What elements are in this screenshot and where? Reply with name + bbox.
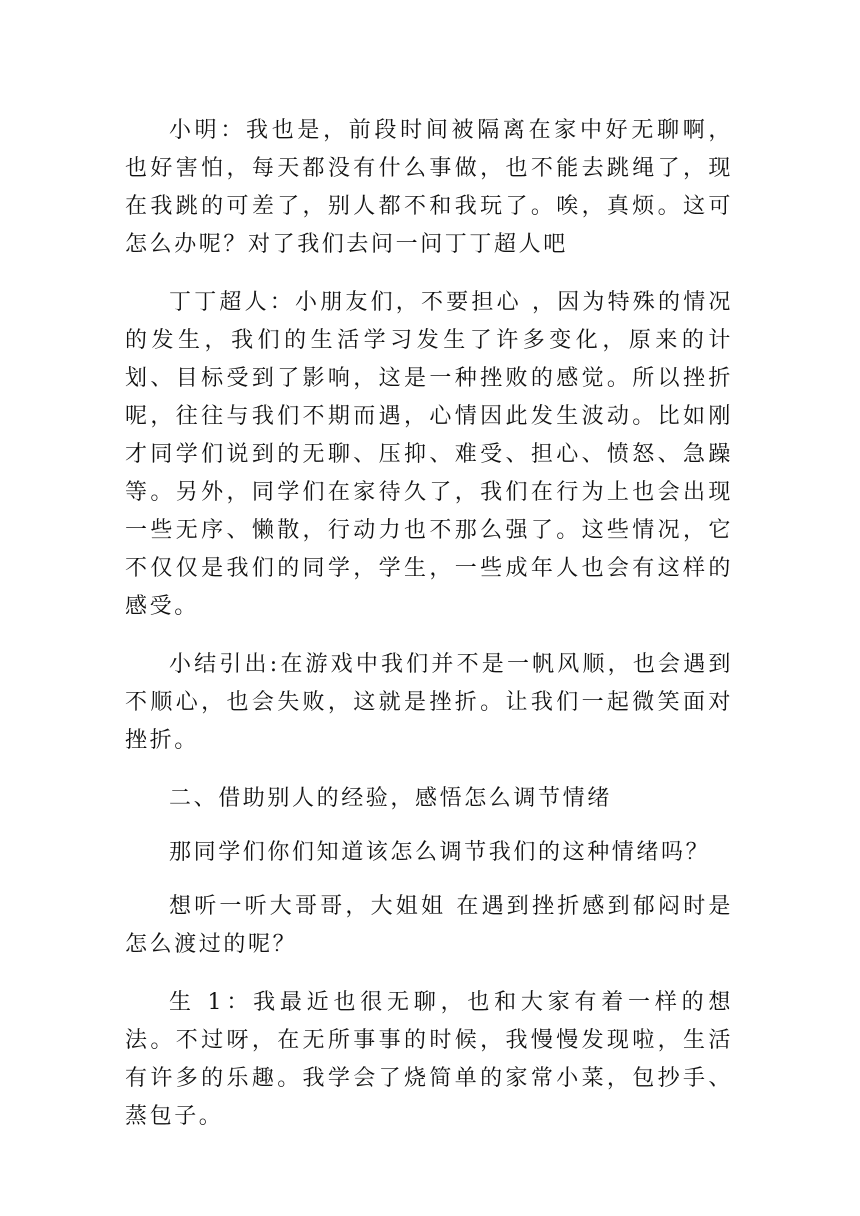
- question-paragraph: 那同学们你们知道该怎么调节我们的这种情绪吗？: [169, 840, 711, 865]
- section-heading-two: 二、借助别人的经验，感悟怎么调节情绪: [169, 786, 612, 811]
- summary-paragraph: 小结引出:在游戏中我们并不是一帆风顺，也会遇到不顺心，也会失败，这就是挫折。让我们一起微笑面对挫折。: [125, 652, 733, 753]
- prompt-paragraph: 想听一听大哥哥，大姐姐 在遇到挫折感到郁闷时是怎么渡过的呢？: [125, 894, 733, 957]
- dialogue-xiaoming: 小明：我也是，前段时间被隔离在家中好无聊啊，也好害怕，每天都没有什么事做，也不能去跳绳了，现在我跳的可差了，别人都不和我玩了。唉，真烦。这可怎么办呢？对了我们去问一问丁丁超人吧: [125, 118, 733, 257]
- document-body: [125, 112, 733, 1156]
- student-one-paragraph: 生 1：我最近也很无聊，也和大家有着一样的想法。不过呀，在无所事事的时候，我慢慢发现啦，生活有许多的乐趣。我学会了烧简单的家常小菜，包抄手、蒸包子。: [125, 990, 733, 1129]
- dialogue-dingding-superman: 丁丁超人：小朋友们，不要担心 ，因为特殊的情况的发生，我们的生活学习发生了许多变化，原来的计划、目标受到了影响，这是一种挫败的感觉。所以挫折呢，往往与我们不期而遇，心情因此发生波动。比如刚才同学们说到的无聊、压抑、难受、担心、愤怒、急躁等。另外，同学们在家待久了，我们在行为上也会出现一些无序、懒散，行动力也不那么强了。这些情况，它不仅仅是我们的同学，学生，一些成年人也会有这样的感受。: [125, 290, 733, 619]
